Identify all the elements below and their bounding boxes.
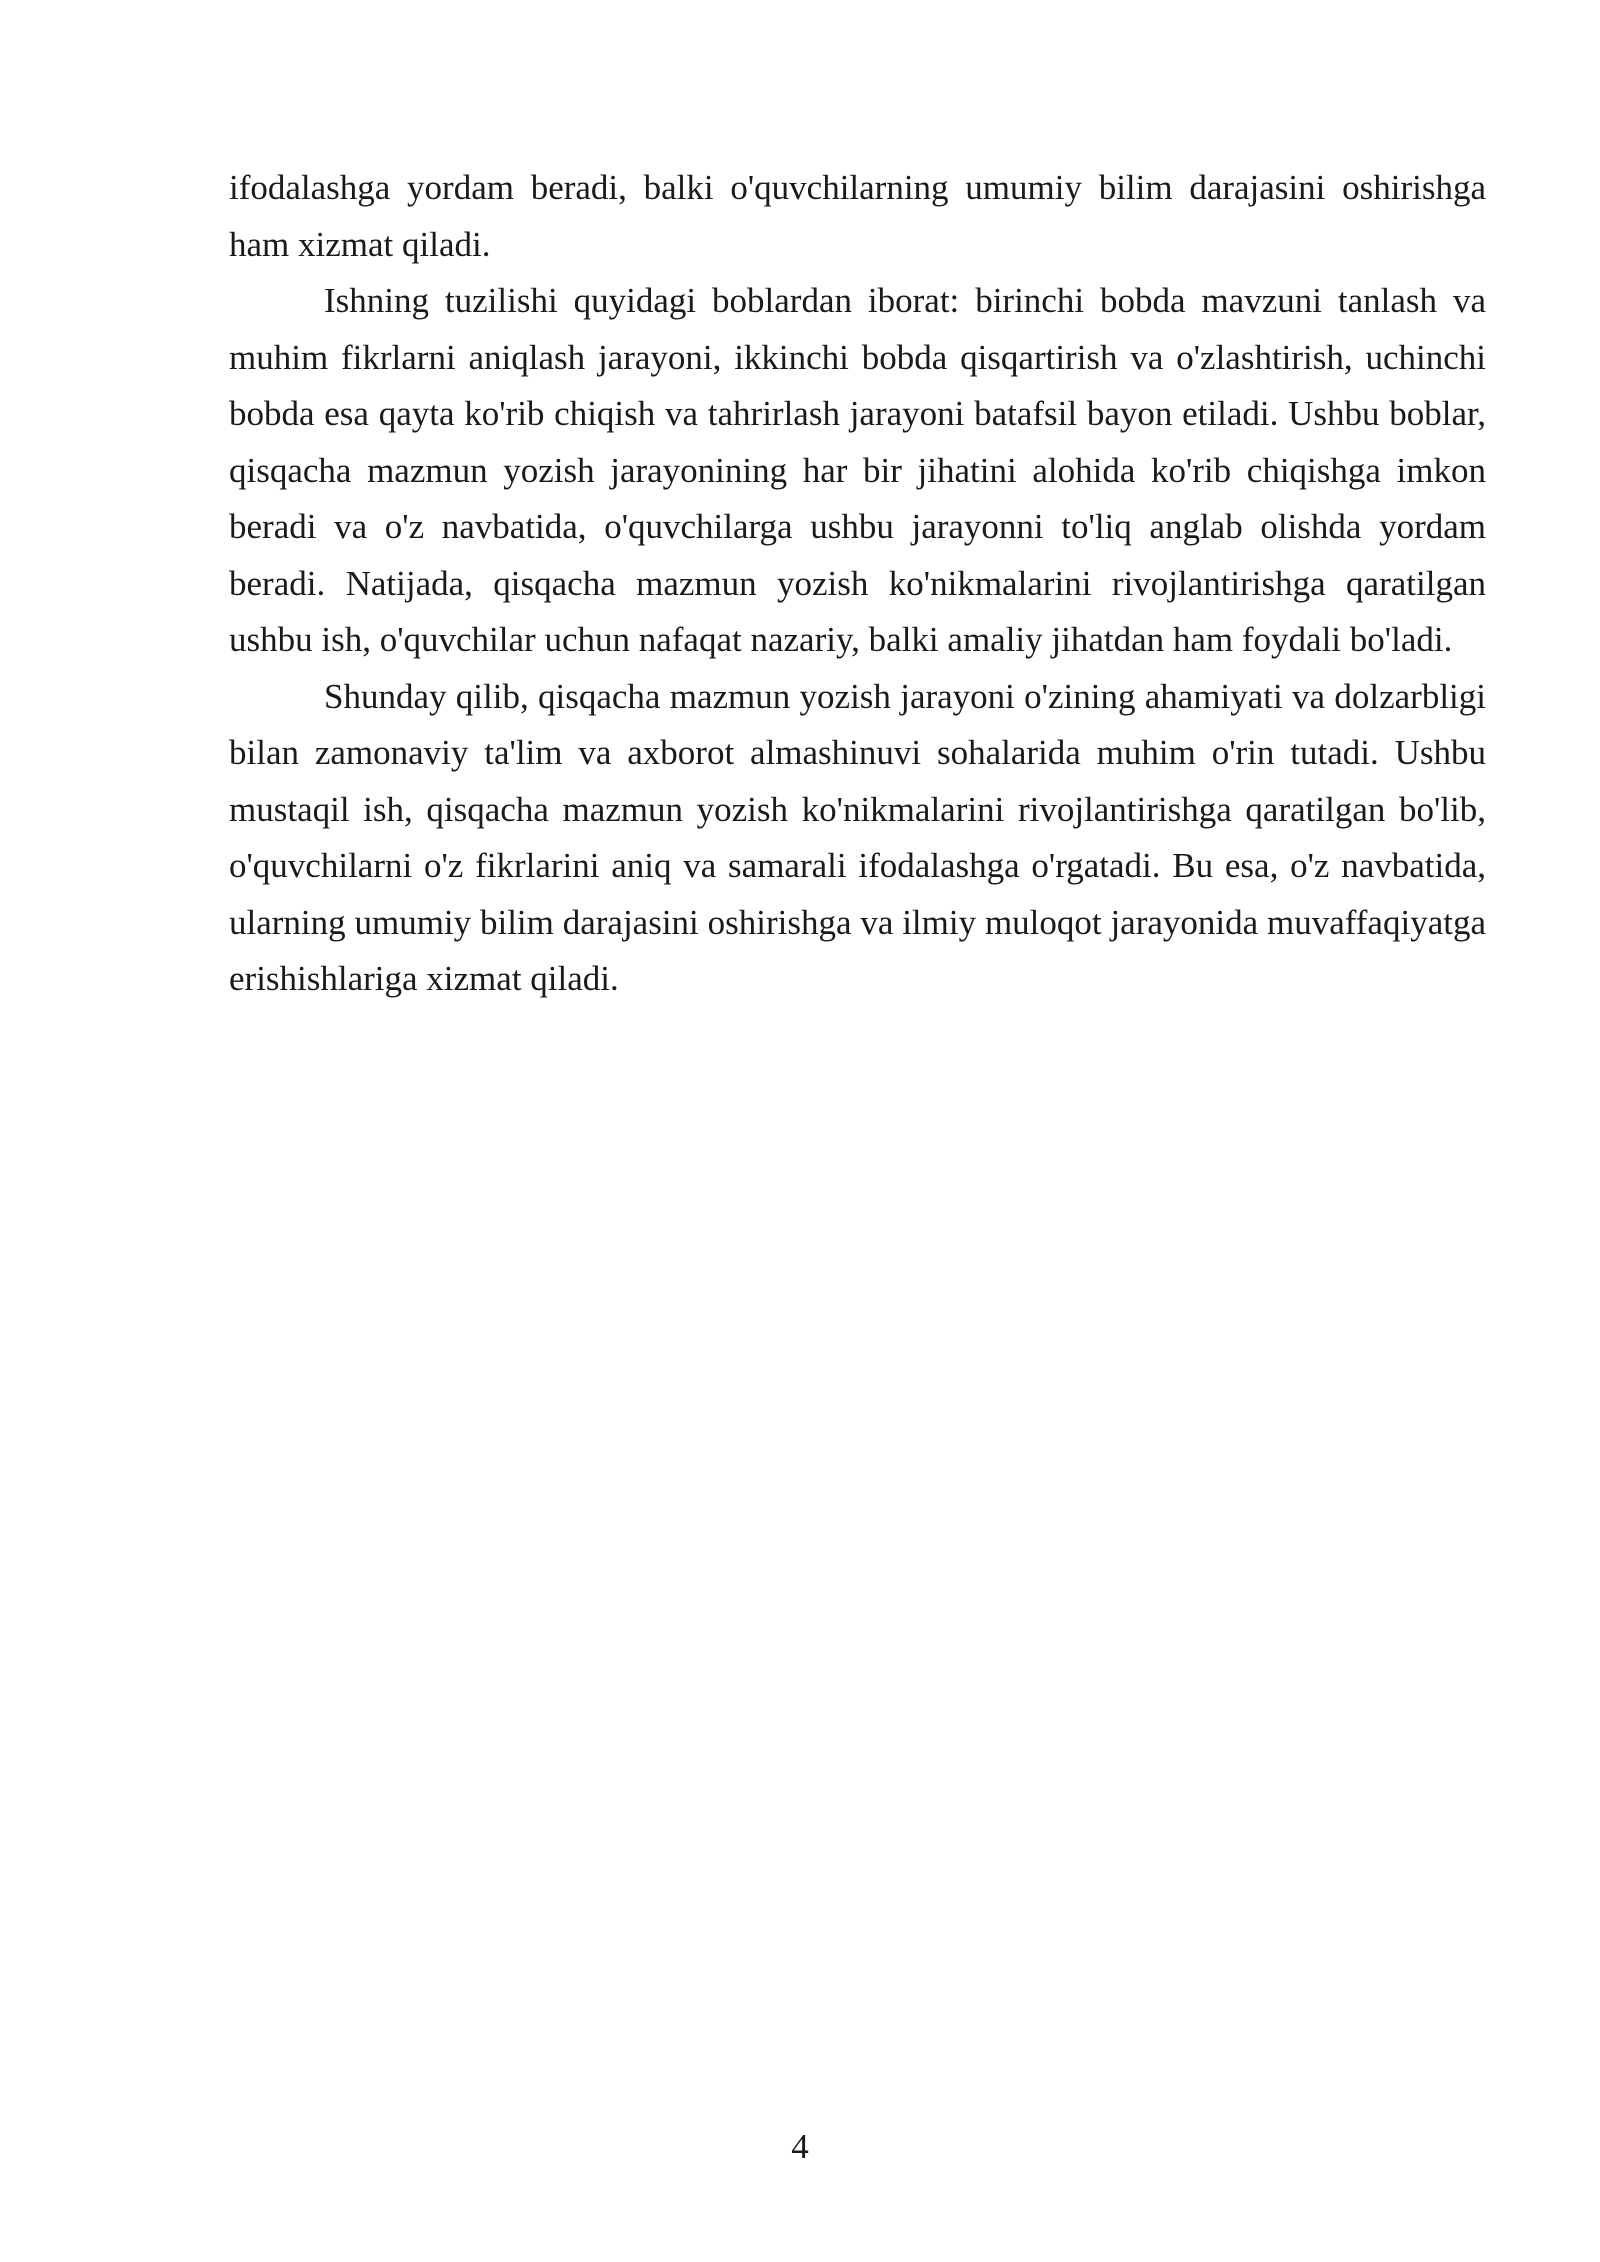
body-text bbox=[229, 160, 1486, 1008]
page-number: 4 bbox=[791, 2127, 809, 2166]
paragraph-structure: Ishning tuzilishi quyidagi boblardan iborat: birinchi bobda mavzuni tanlash va muhim fikrlarni aniqlash jarayoni, ikkinchi bobda qisqartirish va o'zlashtirish, uchinchi bobda esa qayta ko'rib chiqish va tahrirlash jarayoni batafsil bayon etiladi. Ushbu boblar, qisqacha mazmun yozish jarayonining har bir jihatini alohida ko'rib chiqishga imkon beradi va o'z navbatida, o'quvchilarga ushbu jarayonni to'liq anglab olishda yordam beradi. Natijada, qisqacha mazmun yozish ko'nikmalarini rivojlantirishga qaratilgan ushbu ish, o'quvchilar uchun nafaqat nazariy, balki amaliy jihatdan ham foydali bo'ladi. bbox=[229, 281, 1486, 659]
paragraph-conclusion: Shunday qilib, qisqacha mazmun yozish jarayoni o'zining ahamiyati va dolzarbligi bilan zamonaviy ta'lim va axborot almashinuvi sohalarida muhim o'rin tutadi. Ushbu mustaqil ish, qisqacha mazmun yozish ko'nikmalarini rivojlantirishga qaratilgan bo'lib, o'quvchilarni o'z fikrlarini aniq va samarali ifodalashga o'rgatadi. Bu esa, o'z navbatida, ularning umumiy bilim darajasini oshirishga va ilmiy muloqot jarayonida muvaffaqiyatga erishishlariga xizmat qiladi. bbox=[229, 676, 1486, 998]
paragraph-continuation: ifodalashga yordam beradi, balki o'quvchilarning umumiy bilim darajasini oshirishga ham xizmat qiladi. bbox=[229, 168, 1486, 264]
